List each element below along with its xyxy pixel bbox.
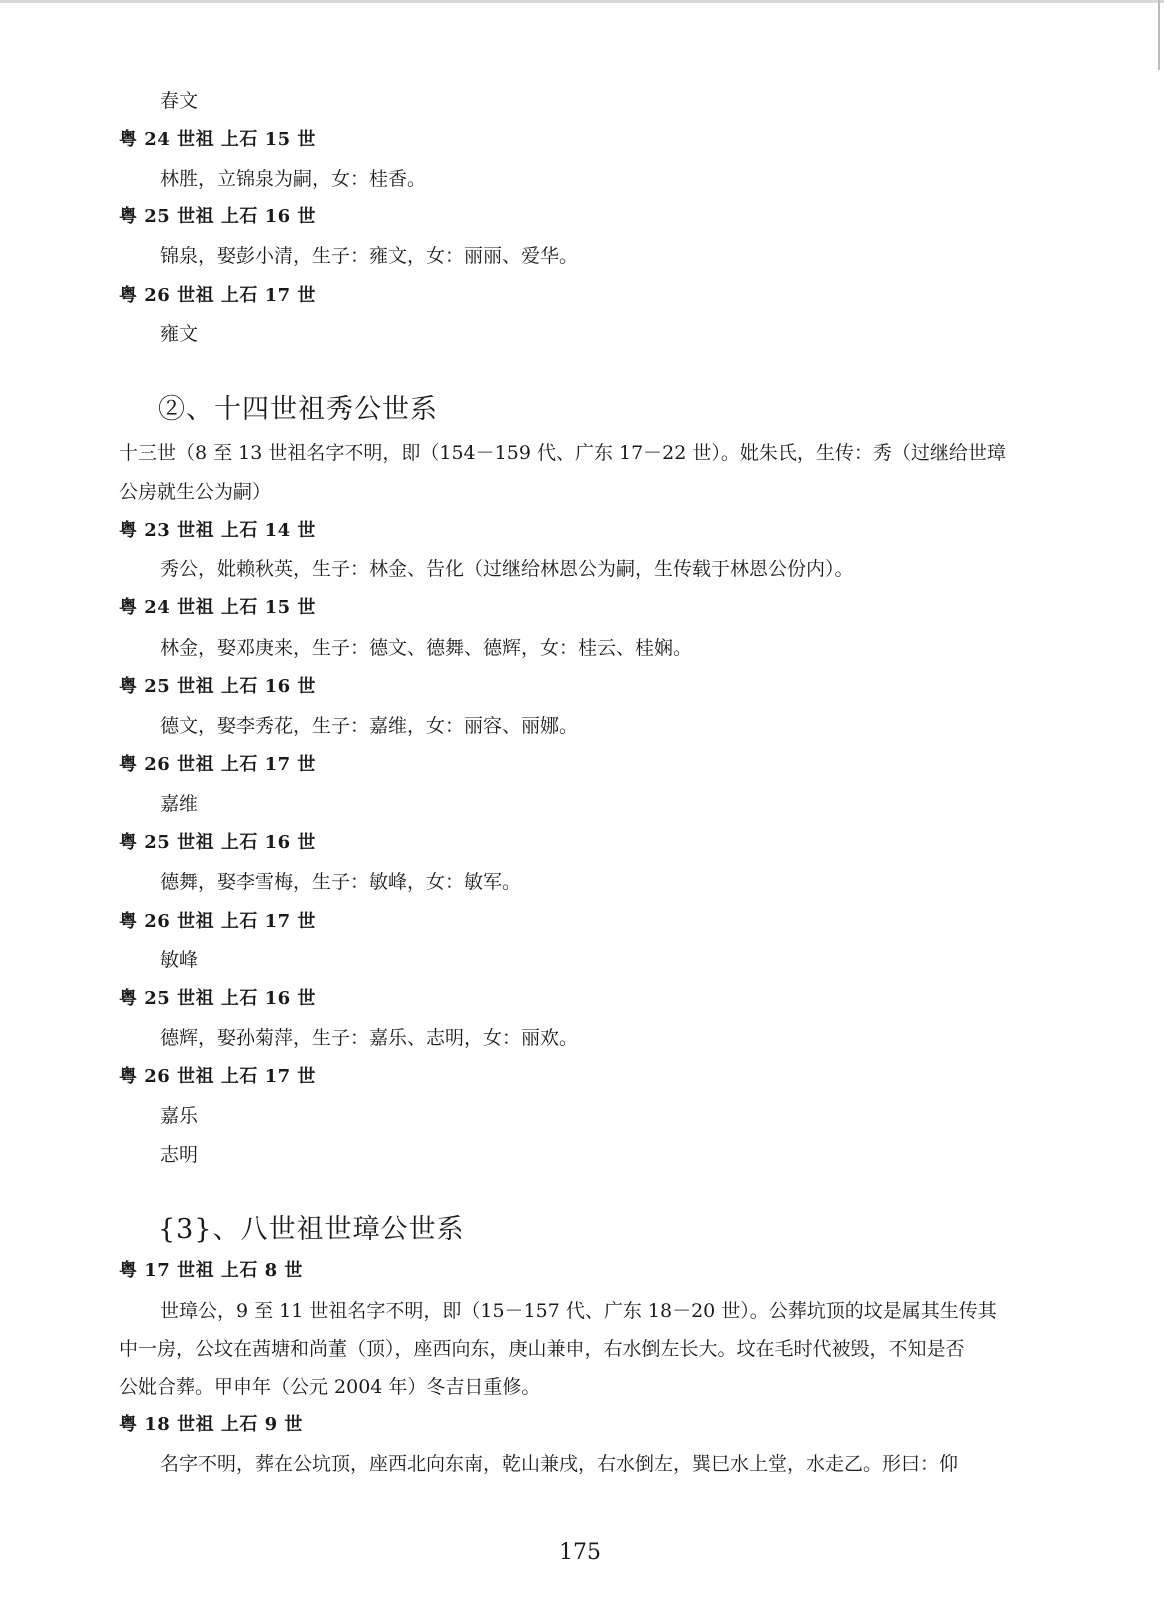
- text-line: 德文，娶李秀花，生子：嘉维，女：丽容、丽娜。: [160, 715, 579, 737]
- generation-line: 粤 26 世祖 上石 17 世: [119, 911, 316, 932]
- generation-line: 粤 26 世祖 上石 17 世: [119, 754, 316, 775]
- text-line: 中一房，公坟在茜塘和尚董（顶），座西向东，庚山兼申，右水倒左长大。坟在毛时代被毁，不知是否: [119, 1338, 965, 1360]
- generation-line: 粤 18 世祖 上石 9 世: [119, 1414, 303, 1435]
- text-line: 德辉，娶孙菊萍，生子：嘉乐、志明，女：丽欢。: [160, 1027, 579, 1049]
- generation-line: 粤 24 世祖 上石 15 世: [119, 129, 316, 150]
- text-line: 林金，娶邓庚来，生子：德文、德舞、德辉，女：桂云、桂娴。: [160, 637, 693, 659]
- text-line: 十三世（8 至 13 世祖名字不明，即（154－159 代、广东 17－22 世）。妣朱氏，生传：秀（过继给世璋: [119, 442, 1006, 464]
- text-line: 锦泉，娶彭小清，生子：雍文，女：丽丽、爱华。: [160, 245, 579, 267]
- text-line: 嘉维: [160, 793, 199, 815]
- generation-line: 粤 25 世祖 上石 16 世: [119, 832, 316, 853]
- generation-line: 粤 26 世祖 上石 17 世: [119, 1066, 316, 1087]
- generation-line: 粤 23 世祖 上石 14 世: [119, 520, 316, 541]
- text-line: 公妣合葬。甲申年（公元 2004 年）冬吉日重修。: [119, 1376, 541, 1398]
- text-line: 德舞，娶李雪梅，生子：敏峰，女：敏军。: [160, 871, 522, 893]
- text-line: 雍文: [160, 323, 199, 345]
- text-line: 敏峰: [160, 949, 199, 971]
- text-line: 名字不明，葬在公坑顶，座西北向东南，乾山兼戌，右水倒左，巽巳水上堂，水走乙。形曰：仰: [160, 1453, 959, 1475]
- page-number: 175: [559, 1540, 601, 1565]
- text-line: 秀公，妣赖秋英，生子：林金、告化（过继给林恩公为嗣，生传载于林恩公份内）。: [160, 558, 854, 580]
- text-line: 春文: [160, 90, 199, 112]
- text-line: 世璋公，9 至 11 世祖名字不明，即（15－157 代、广东 18－20 世）。公葬坑顶的坟是属其生传其: [160, 1300, 997, 1322]
- scan-top-edge: [0, 0, 1164, 3]
- scan-right-edge: [1158, 0, 1160, 70]
- generation-line: 粤 25 世祖 上石 16 世: [119, 676, 316, 697]
- text-line: 林胜，立锦泉为嗣，女：桂香。: [160, 168, 427, 190]
- generation-line: 粤 25 世祖 上石 16 世: [119, 206, 316, 227]
- text-line: 嘉乐: [160, 1105, 199, 1127]
- generation-line: 粤 25 世祖 上石 16 世: [119, 988, 316, 1009]
- section-heading: {3}、八世祖世璋公世系: [158, 1214, 465, 1245]
- generation-line: 粤 24 世祖 上石 15 世: [119, 597, 316, 618]
- generation-line: 粤 17 世祖 上石 8 世: [119, 1260, 303, 1281]
- text-line: 志明: [160, 1144, 199, 1166]
- generation-line: 粤 26 世祖 上石 17 世: [119, 285, 316, 306]
- section-heading: ②、十四世祖秀公世系: [158, 394, 438, 425]
- text-line: 公房就生公为嗣）: [119, 481, 272, 503]
